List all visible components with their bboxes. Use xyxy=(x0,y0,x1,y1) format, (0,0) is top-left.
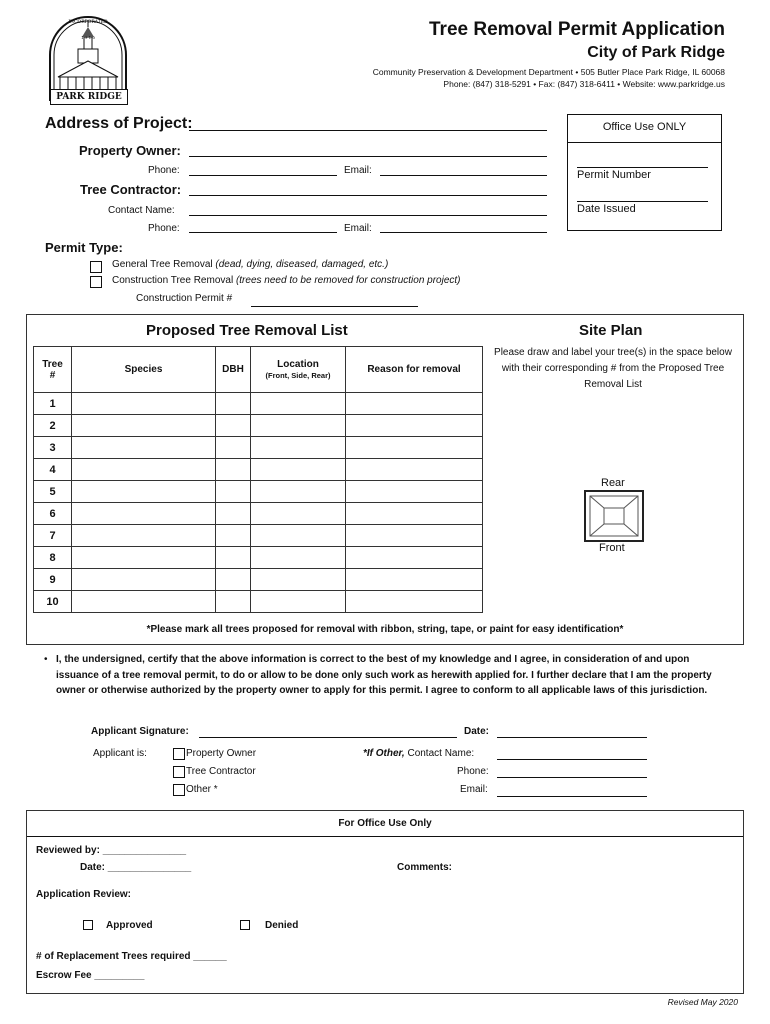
col-reason: Reason for removal xyxy=(346,347,483,393)
site-plan-title: Site Plan xyxy=(579,322,643,339)
construction-removal-label xyxy=(112,275,461,286)
tree-number-cell: 10 xyxy=(34,591,72,613)
col-tree xyxy=(34,347,72,393)
bullet-icon: • xyxy=(44,654,48,665)
construction-removal-text: Construction Tree Removal xyxy=(112,275,236,286)
general-removal-text: General Tree Removal xyxy=(112,259,216,270)
denied-label: Denied xyxy=(265,920,299,931)
tree-number-cell: 5 xyxy=(34,481,72,503)
reason-cell[interactable] xyxy=(346,437,483,459)
general-removal-label xyxy=(112,259,388,270)
department-line: Community Preservation & Development Department • 505 Butler Place Park Ridge, IL 60068 xyxy=(372,67,725,77)
signature-date-field[interactable] xyxy=(497,737,647,738)
office-review-title: For Office Use Only xyxy=(338,818,432,829)
location-cell[interactable] xyxy=(251,547,346,569)
construction-permit-field[interactable] xyxy=(251,306,418,307)
species-cell[interactable] xyxy=(72,525,216,547)
location-cell[interactable] xyxy=(251,569,346,591)
replacement-trees-field[interactable]: # of Replacement Trees required ______ xyxy=(36,951,227,962)
table-row xyxy=(34,525,483,547)
dbh-cell[interactable] xyxy=(216,459,251,481)
tree-number-cell: 3 xyxy=(34,437,72,459)
construction-permit-label: Construction Permit # xyxy=(136,293,233,304)
dbh-cell[interactable] xyxy=(216,569,251,591)
tree-number-cell: 7 xyxy=(34,525,72,547)
reason-cell[interactable] xyxy=(346,525,483,547)
owner-phone-field[interactable] xyxy=(189,175,337,176)
certification-text: I, the undersigned, certify that the above information is correct to the best of my knowledge and I agree, in consideration of and upon issuance of a tree removal permit, to do or allow to be done only such work as herewith applied for. I further declare that I am the property owner or otherwise authorized by the property owner to apply for this permit. I agree to conform to all applicable laws of this jurisdiction. xyxy=(56,654,712,696)
approved-checkbox[interactable] xyxy=(83,920,93,930)
tree-number-cell: 6 xyxy=(34,503,72,525)
tree-number-cell: 1 xyxy=(34,393,72,415)
species-cell[interactable] xyxy=(72,437,216,459)
site-plan-rear-label: Rear xyxy=(601,477,625,489)
contractor-email-label: Email: xyxy=(344,223,372,234)
location-cell[interactable] xyxy=(251,459,346,481)
reviewed-by-field[interactable]: Reviewed by: _______________ xyxy=(36,845,187,856)
location-cell[interactable] xyxy=(251,503,346,525)
tree-contractor-option: Tree Contractor xyxy=(186,766,256,777)
if-other-text: *If Other, xyxy=(363,748,405,759)
city-logo xyxy=(44,15,132,105)
other-option: Other * xyxy=(186,784,218,795)
dbh-cell[interactable] xyxy=(216,437,251,459)
table-row xyxy=(34,459,483,481)
dbh-cell[interactable] xyxy=(216,547,251,569)
site-plan-front-label: Front xyxy=(599,542,625,554)
city-name: City of Park Ridge xyxy=(587,44,725,61)
tree-list-note: *Please mark all trees proposed for removal with ribbon, string, tape, or paint for easy identification* xyxy=(146,624,624,635)
table-row xyxy=(34,415,483,437)
location-cell[interactable] xyxy=(251,415,346,437)
if-other-contact-label xyxy=(363,748,474,759)
permit-number-field[interactable] xyxy=(577,167,708,168)
approved-label: Approved xyxy=(106,920,153,931)
species-cell[interactable] xyxy=(72,415,216,437)
date-issued-label: Date Issued xyxy=(577,203,636,215)
species-cell[interactable] xyxy=(72,503,216,525)
dbh-cell[interactable] xyxy=(216,393,251,415)
site-plan-diagram[interactable] xyxy=(584,490,644,547)
location-cell[interactable] xyxy=(251,481,346,503)
reason-cell[interactable] xyxy=(346,393,483,415)
address-field[interactable] xyxy=(189,130,547,131)
other-phone-label: Phone: xyxy=(457,766,489,777)
denied-checkbox[interactable] xyxy=(240,920,250,930)
dbh-cell[interactable] xyxy=(216,415,251,437)
comments-label: Comments: xyxy=(397,862,453,873)
construction-removal-checkbox[interactable] xyxy=(90,276,102,288)
table-row xyxy=(34,569,483,591)
contractor-email-field[interactable] xyxy=(380,232,547,233)
tree-contractor-checkbox[interactable] xyxy=(173,766,185,778)
col-species: Species xyxy=(72,347,216,393)
site-plan-instructions: Please draw and label your tree(s) in the space below with their corresponding # from the Proposed Tree Removal List xyxy=(494,347,732,390)
other-email-label: Email: xyxy=(460,784,488,795)
contact-line: Phone: (847) 318-5291 • Fax: (847) 318-6411 • Website: www.parkridge.us xyxy=(443,79,725,89)
other-contact-name-field[interactable] xyxy=(497,759,647,760)
col-location-label: Location xyxy=(277,358,319,370)
office-review-section xyxy=(26,810,744,994)
dbh-cell[interactable] xyxy=(216,591,251,613)
office-use-title: Office Use ONLY xyxy=(602,121,687,133)
logo-text: PARK RIDGE xyxy=(56,92,122,102)
page-title: Tree Removal Permit Application xyxy=(429,19,725,40)
signature-label: Applicant Signature: xyxy=(91,726,189,737)
permit-type-label: Permit Type: xyxy=(45,240,123,255)
reason-cell[interactable] xyxy=(346,503,483,525)
general-removal-note: (dead, dying, diseased, damaged, etc.) xyxy=(215,259,389,270)
escrow-fee-field[interactable]: Escrow Fee _________ xyxy=(36,970,145,981)
species-cell[interactable] xyxy=(72,547,216,569)
col-dbh: DBH xyxy=(216,347,251,393)
reason-cell[interactable] xyxy=(346,415,483,437)
reason-cell[interactable] xyxy=(346,459,483,481)
species-cell[interactable] xyxy=(72,569,216,591)
construction-removal-note: (trees need to be removed for construction project) xyxy=(235,275,461,286)
tree-list-title: Proposed Tree Removal List xyxy=(146,322,348,339)
date-issued-field[interactable] xyxy=(577,201,708,202)
other-checkbox[interactable] xyxy=(173,784,185,796)
owner-phone-label: Phone: xyxy=(148,165,180,176)
tree-number-cell: 9 xyxy=(34,569,72,591)
logo-year: 1 9 1 0 xyxy=(81,35,95,40)
revised-date: Revised May 2020 xyxy=(667,997,738,1007)
general-removal-checkbox[interactable] xyxy=(90,261,102,273)
applicant-is-label: Applicant is: xyxy=(93,748,147,759)
contact-name-field[interactable] xyxy=(189,215,547,216)
owner-email-field[interactable] xyxy=(380,175,547,176)
species-cell[interactable] xyxy=(72,393,216,415)
owner-email-label: Email: xyxy=(344,165,372,176)
species-cell[interactable] xyxy=(72,481,216,503)
address-label: Address of Project: xyxy=(45,115,193,132)
table-row xyxy=(34,481,483,503)
tree-number-cell: 8 xyxy=(34,547,72,569)
tree-contractor-field[interactable] xyxy=(189,195,547,196)
other-phone-field[interactable] xyxy=(497,777,647,778)
tree-number-cell: 2 xyxy=(34,415,72,437)
dbh-cell[interactable] xyxy=(216,503,251,525)
contractor-phone-label: Phone: xyxy=(148,223,180,234)
property-owner-checkbox[interactable] xyxy=(173,748,185,760)
other-email-field[interactable] xyxy=(497,796,647,797)
property-owner-option: Property Owner xyxy=(186,748,257,759)
dbh-cell[interactable] xyxy=(216,525,251,547)
tree-list-table xyxy=(33,346,483,613)
signature-date-label: Date: xyxy=(464,726,490,737)
tree-contractor-label: Tree Contractor: xyxy=(80,182,182,197)
location-cell[interactable] xyxy=(251,393,346,415)
reason-cell[interactable] xyxy=(346,481,483,503)
location-cell[interactable] xyxy=(251,437,346,459)
logo-banner xyxy=(50,89,128,105)
application-review-label: Application Review: xyxy=(36,889,132,900)
permit-number-label: Permit Number xyxy=(577,169,651,181)
col-tree-hash: # xyxy=(49,369,56,381)
tree-number-cell: 4 xyxy=(34,459,72,481)
dbh-cell[interactable] xyxy=(216,481,251,503)
property-owner-label: Property Owner: xyxy=(79,143,181,158)
logo-ring-text: INCORPORATED xyxy=(68,20,108,25)
contractor-phone-field[interactable] xyxy=(189,232,337,233)
property-owner-field[interactable] xyxy=(189,156,547,157)
location-cell[interactable] xyxy=(251,591,346,613)
reason-cell[interactable] xyxy=(346,569,483,591)
location-cell[interactable] xyxy=(251,525,346,547)
contact-name-text: Contact Name: xyxy=(404,748,475,759)
review-date-field[interactable]: Date: _______________ xyxy=(80,862,192,873)
office-use-box xyxy=(567,114,722,231)
species-cell[interactable] xyxy=(72,591,216,613)
table-row xyxy=(34,547,483,569)
species-cell[interactable] xyxy=(72,459,216,481)
table-row xyxy=(34,437,483,459)
table-row xyxy=(34,393,483,415)
table-row xyxy=(34,503,483,525)
reason-cell[interactable] xyxy=(346,547,483,569)
signature-field[interactable] xyxy=(199,737,457,738)
reason-cell[interactable] xyxy=(346,591,483,613)
table-row xyxy=(34,591,483,613)
col-tree-label: Tree xyxy=(42,358,63,370)
col-location-sub: (Front, Side, Rear) xyxy=(265,370,331,380)
contact-name-label: Contact Name: xyxy=(108,205,175,216)
col-location xyxy=(251,347,346,393)
